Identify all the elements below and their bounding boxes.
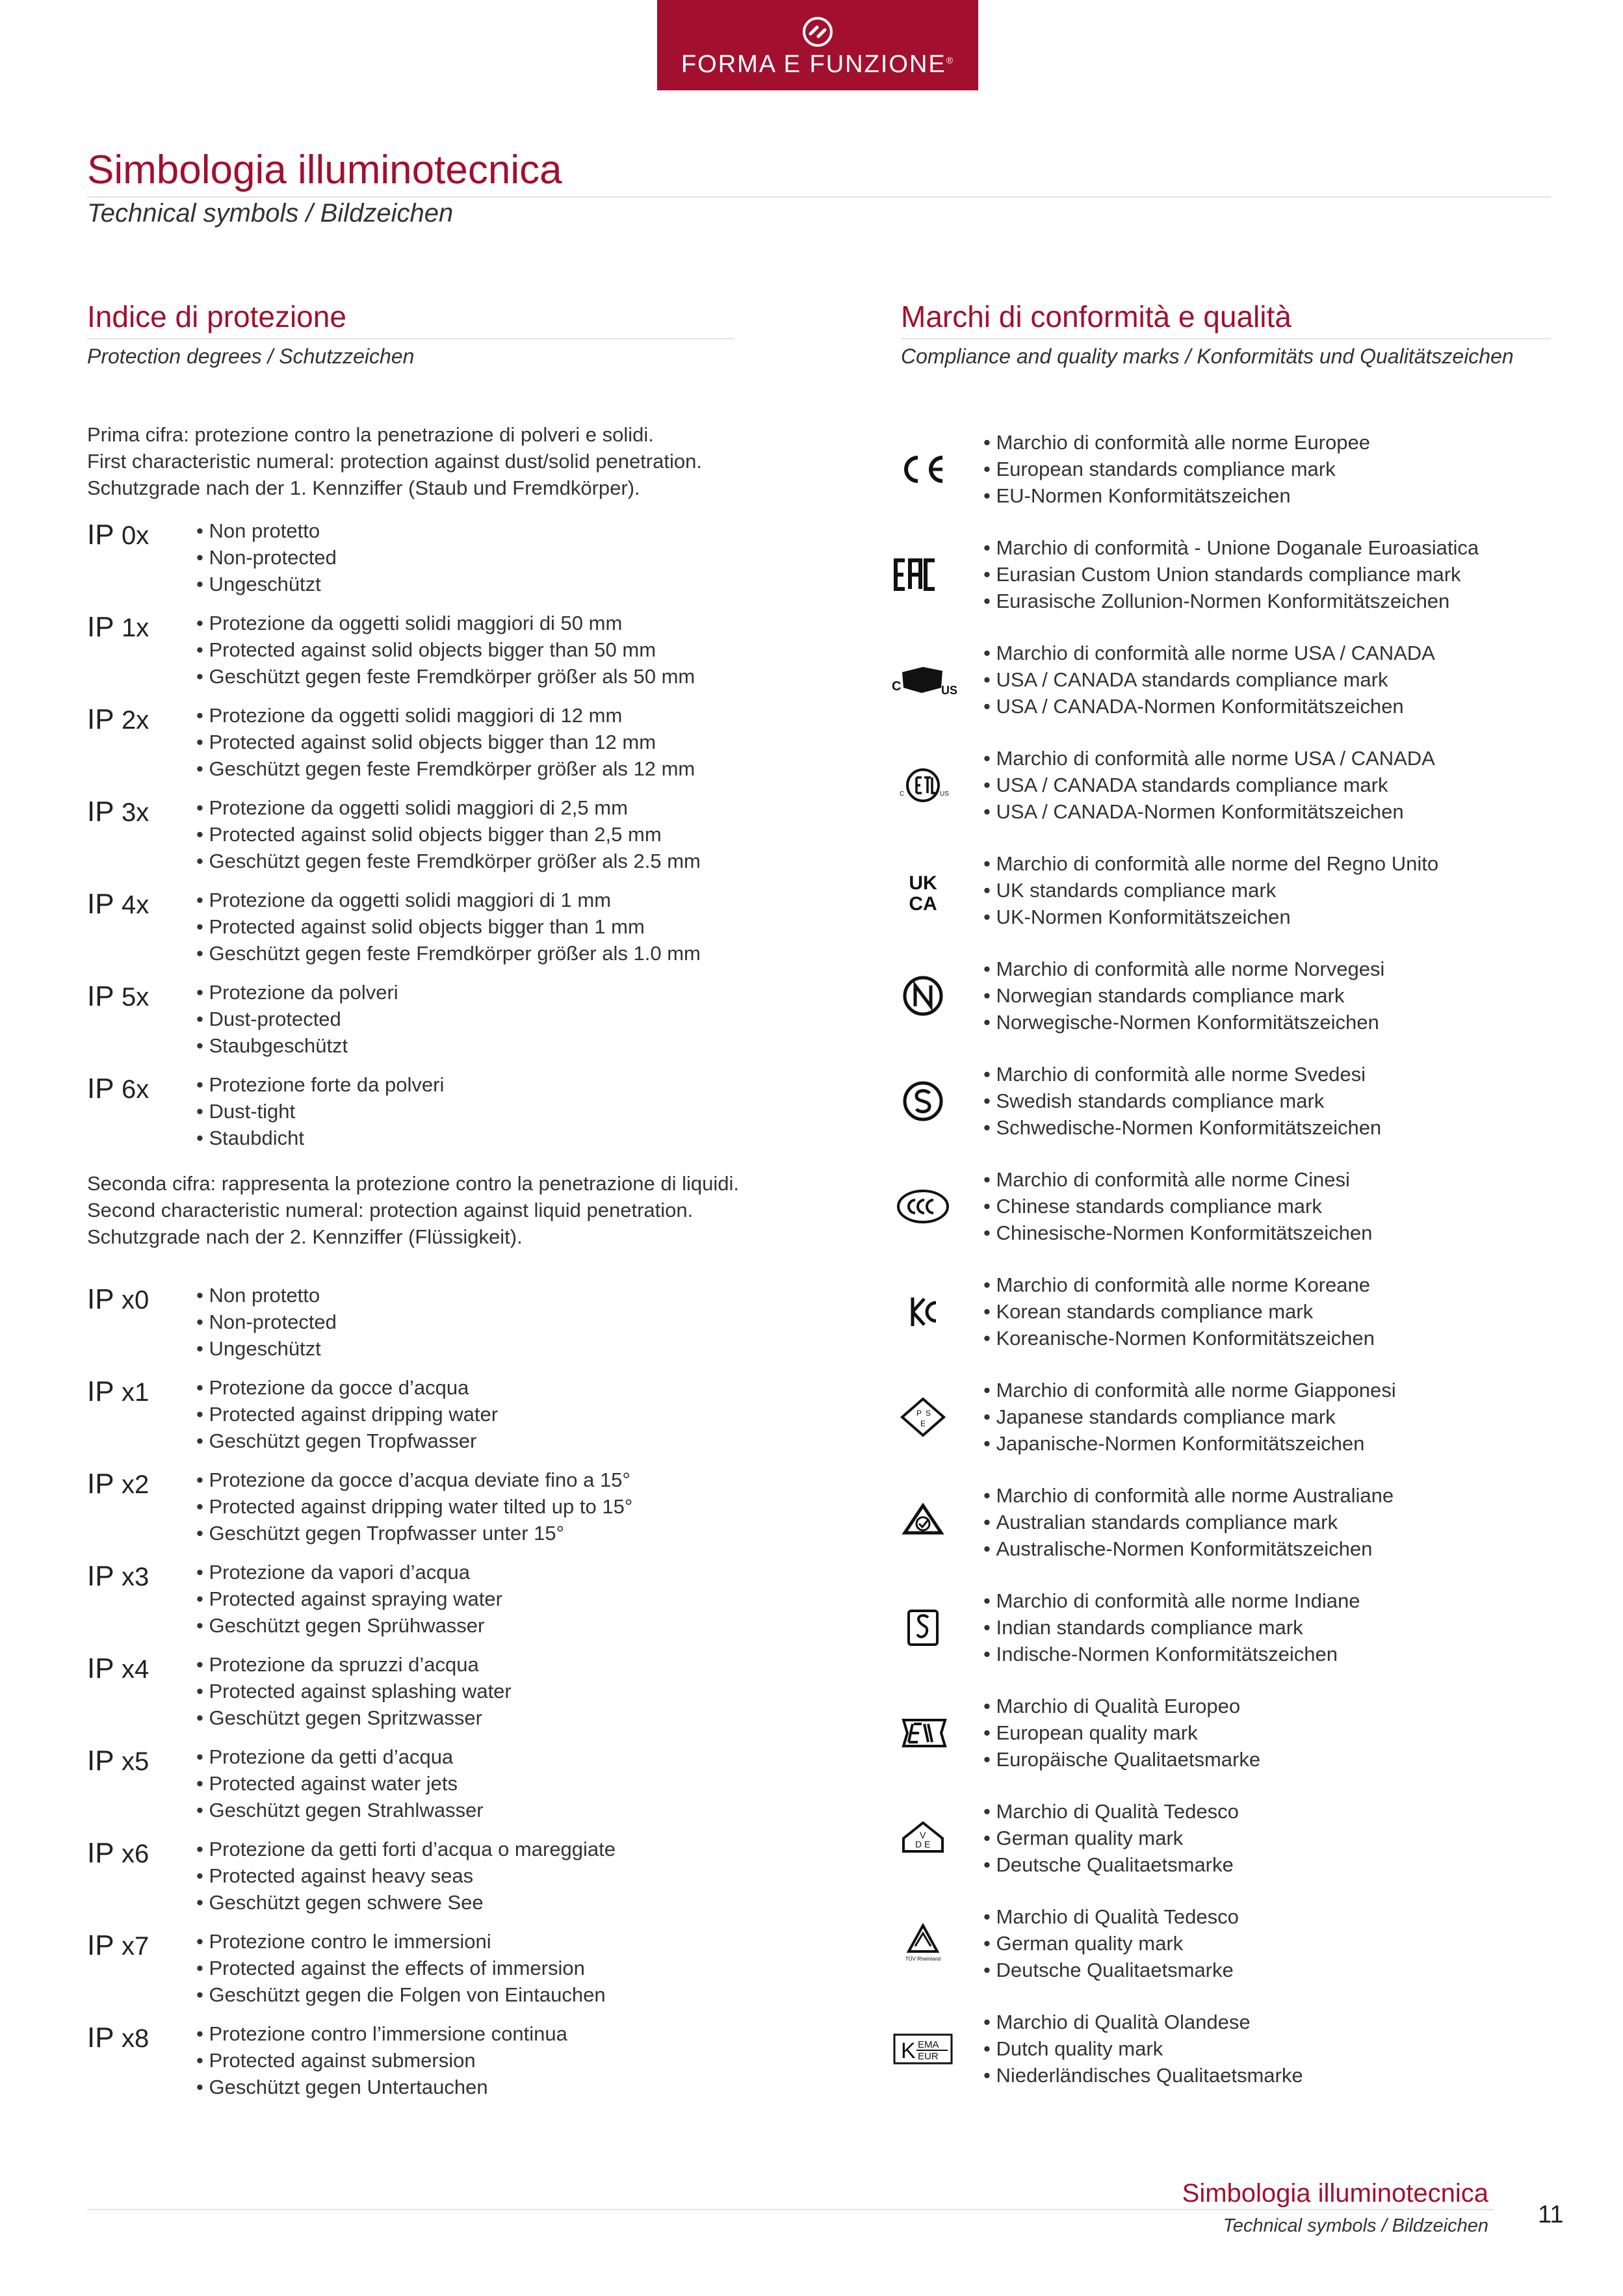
ccc-mark-icon bbox=[890, 1174, 955, 1239]
ip-first-row-1 bbox=[87, 610, 750, 698]
tuv-mark-icon bbox=[890, 1911, 955, 1976]
mark-row-eac bbox=[890, 534, 1566, 632]
protection-subtitle: Protection degrees / Schutzzeichen bbox=[87, 345, 415, 368]
ip-code: IP x4 bbox=[87, 1652, 149, 1684]
ip-second-row-5 bbox=[87, 1743, 750, 1831]
svg-text:E: E bbox=[920, 1419, 926, 1428]
footer-divider bbox=[87, 2209, 1494, 2210]
mark-description: • Marchio di Qualità Europeo • European quality mark • Europäische Qualitaetsmarke bbox=[983, 1693, 1260, 1773]
ip-first-row-2 bbox=[87, 702, 750, 790]
kema-mark-icon bbox=[890, 2016, 955, 2081]
ip-second-row-3 bbox=[87, 1559, 750, 1647]
mark-row-ul bbox=[890, 640, 1566, 737]
page-subtitle: Technical symbols / Bildzeichen bbox=[87, 199, 454, 228]
ip-code: IP x5 bbox=[87, 1745, 149, 1777]
ip-description: • Protezione da polveri • Dust-protected • Staubgeschützt bbox=[196, 979, 398, 1059]
mark-description: • Marchio di conformità - Unione Doganale Euroasiatica • Eurasian Custom Union standards compliance mark • Eurasische Zollunion-Normen Konformitätszeichen bbox=[983, 534, 1479, 614]
pse-mark-icon bbox=[890, 1385, 955, 1450]
title-divider bbox=[87, 196, 1551, 198]
ip-code: IP 2x bbox=[87, 703, 149, 735]
mark-row-etl bbox=[890, 745, 1566, 842]
svg-text:S: S bbox=[926, 1409, 931, 1418]
ip-code: IP 0x bbox=[87, 519, 149, 551]
mark-description: • Marchio di conformità alle norme Australiane • Australian standards compliance mark • Australische-Normen Konformitätszeichen bbox=[983, 1482, 1394, 1562]
ip-description: • Protezione contro le immersioni • Protected against the effects of immersion • Geschützt gegen die Folgen von Eintauchen bbox=[196, 1928, 606, 2008]
ip-code: IP 1x bbox=[87, 611, 149, 643]
ip-second-row-7 bbox=[87, 1928, 750, 2016]
ip-first-row-3 bbox=[87, 794, 750, 882]
svg-text:US: US bbox=[940, 790, 949, 798]
svg-text:D: D bbox=[915, 1839, 922, 1849]
ip-code: IP x7 bbox=[87, 1929, 149, 1961]
mark-row-nemko bbox=[890, 956, 1566, 1053]
ip-description: • Protezione contro l’immersione continua • Protected against submersion • Geschützt gegen Untertauchen bbox=[196, 2020, 567, 2100]
ip-description: • Protezione da oggetti solidi maggiori di 50 mm • Protected against solid objects bigger than 50 mm • Geschützt gegen feste Fremdkörper größer als 50 mm bbox=[196, 610, 695, 690]
ip-code: IP x0 bbox=[87, 1283, 149, 1315]
ip-description: • Protezione da getti forti d’acqua o mareggiate • Protected against heavy seas • Geschützt gegen schwere See bbox=[196, 1836, 616, 1916]
ip-description: • Protezione da oggetti solidi maggiori di 2,5 mm • Protected against solid objects bigger than 2,5 mm • Geschützt gegen feste Fremdkörper größer als 2.5 mm bbox=[196, 794, 701, 874]
mark-row-rcm bbox=[890, 1482, 1566, 1580]
compliance-divider bbox=[901, 338, 1551, 339]
mark-description: • Marchio di conformità alle norme Koreane • Korean standards compliance mark • Koreanische-Normen Konformitätszeichen bbox=[983, 1272, 1375, 1351]
svg-text:CA: CA bbox=[909, 893, 937, 915]
mark-row-ce bbox=[890, 429, 1566, 527]
bis-mark-icon bbox=[890, 1595, 955, 1660]
mark-row-ukca bbox=[890, 850, 1566, 948]
vde-mark-icon bbox=[890, 1806, 955, 1871]
first-numeral-intro: Prima cifra: protezione contro la penetrazione di polveri e solidi. First characteristic numeral: protection against dust/solid penetration. Schutzgrade nach der 1. Kennziffer (Staub und Fremdkörper). bbox=[87, 423, 702, 499]
svg-text:C: C bbox=[900, 790, 905, 798]
ip-code: IP x3 bbox=[87, 1560, 149, 1592]
ce-mark-icon bbox=[890, 437, 955, 502]
second-numeral-intro: Seconda cifra: rappresenta la protezione contro la penetrazione di liquidi. Second characteristic numeral: protection against liquid penetration. Schutzgrade nach der 2. Kennziffer (Flüssigkeit). bbox=[87, 1172, 739, 1248]
ip-second-row-4 bbox=[87, 1651, 750, 1739]
mark-row-semko bbox=[890, 1061, 1566, 1158]
eac-mark-icon bbox=[890, 542, 955, 607]
ip-second-row-6 bbox=[87, 1836, 750, 1924]
mark-row-ccc bbox=[890, 1166, 1566, 1264]
ip-code: IP 3x bbox=[87, 796, 149, 828]
mark-description: • Marchio di conformità alle norme Indiane • Indian standards compliance mark • Indische-Normen Konformitätszeichen bbox=[983, 1587, 1360, 1667]
mark-description: • Marchio di conformità alle norme Norvegesi • Norwegian standards compliance mark • Norwegische-Normen Konformitätszeichen bbox=[983, 956, 1384, 1036]
compliance-subtitle: Compliance and quality marks / Konformitäts und Qualitätszeichen bbox=[901, 345, 1514, 368]
svg-text:US: US bbox=[941, 684, 958, 697]
ip-description: • Non protetto • Non-protected • Ungeschützt bbox=[196, 517, 337, 597]
brand-name: FORMA E FUNZIONE® bbox=[681, 51, 955, 78]
mark-row-bis bbox=[890, 1587, 1566, 1685]
svg-text:E: E bbox=[924, 1839, 931, 1849]
ip-first-row-5 bbox=[87, 979, 750, 1067]
svg-text:K: K bbox=[901, 2039, 916, 2063]
brand-logo bbox=[657, 0, 978, 90]
mark-description: • Marchio di conformità alle norme Giapponesi • Japanese standards compliance mark • Japanische-Normen Konformitätszeichen bbox=[983, 1377, 1396, 1457]
ip-second-row-0 bbox=[87, 1282, 750, 1370]
mark-row-enec bbox=[890, 1693, 1566, 1790]
footer-title: Simbologia illuminotecnica bbox=[1182, 2179, 1488, 2208]
semko-mark-icon bbox=[890, 1069, 955, 1134]
ip-code: IP x6 bbox=[87, 1837, 149, 1869]
ip-description: • Non protetto • Non-protected • Ungeschützt bbox=[196, 1282, 337, 1362]
brand-logo-icon bbox=[801, 16, 834, 48]
mark-description: • Marchio di conformità alle norme USA / CANADA • USA / CANADA standards compliance mark • USA / CANADA-Normen Konformitätszeichen bbox=[983, 640, 1435, 720]
ukca-mark-icon bbox=[890, 858, 955, 923]
nemko-mark-icon bbox=[890, 963, 955, 1028]
svg-text:EUR: EUR bbox=[918, 2051, 939, 2062]
svg-text:C: C bbox=[892, 679, 902, 694]
compliance-title: Marchi di conformità e qualità bbox=[901, 300, 1292, 333]
page-number: 11 bbox=[1538, 2201, 1564, 2228]
ip-code: IP x8 bbox=[87, 2022, 149, 2054]
ip-first-row-4 bbox=[87, 887, 750, 974]
ip-code: IP 6x bbox=[87, 1073, 149, 1104]
mark-description: • Marchio di conformità alle norme USA / CANADA • USA / CANADA standards compliance mark • USA / CANADA-Normen Konformitätszeichen bbox=[983, 745, 1435, 825]
svg-text:EMA: EMA bbox=[918, 2039, 939, 2050]
protection-divider bbox=[87, 338, 734, 339]
svg-text:UK: UK bbox=[909, 872, 937, 894]
footer-subtitle: Technical symbols / Bildzeichen bbox=[1223, 2215, 1488, 2236]
ip-description: • Protezione da gocce d’acqua deviate fino a 15° • Protected against dripping water tilted up to 15° • Geschützt gegen Tropfwasser unter 15° bbox=[196, 1467, 632, 1546]
ip-second-row-2 bbox=[87, 1467, 750, 1554]
protection-title: Indice di protezione bbox=[87, 300, 346, 333]
ip-description: • Protezione forte da polveri • Dust-tight • Staubdicht bbox=[196, 1071, 444, 1151]
kc-mark-icon bbox=[890, 1279, 955, 1344]
ip-code: IP x2 bbox=[87, 1468, 149, 1500]
mark-row-kema bbox=[890, 2009, 1566, 2106]
ip-description: • Protezione da getti d’acqua • Protected against water jets • Geschützt gegen Strahlwasser bbox=[196, 1743, 484, 1823]
mark-row-pse bbox=[890, 1377, 1566, 1474]
mark-description: • Marchio di conformità alle norme Europee • European standards compliance mark • EU-Normen Konformitätszeichen bbox=[983, 429, 1370, 509]
ip-description: • Protezione da spruzzi d’acqua • Protected against splashing water • Geschützt gegen Spritzwasser bbox=[196, 1651, 512, 1731]
ip-second-row-8 bbox=[87, 2020, 750, 2108]
mark-row-kc bbox=[890, 1272, 1566, 1369]
etl-mark-icon bbox=[890, 753, 955, 818]
ip-code: IP x1 bbox=[87, 1376, 149, 1407]
enec-mark-icon bbox=[890, 1701, 955, 1766]
ip-description: • Protezione da oggetti solidi maggiori di 1 mm • Protected against solid objects bigger than 1 mm • Geschützt gegen feste Fremdkörper größer als 1.0 mm bbox=[196, 887, 701, 967]
mark-description: • Marchio di Qualità Tedesco • German quality mark • Deutsche Qualitaetsmarke bbox=[983, 1903, 1239, 1983]
ul-mark-icon bbox=[890, 647, 958, 712]
mark-description: • Marchio di Qualità Olandese • Dutch quality mark • Niederländisches Qualitaetsmarke bbox=[983, 2009, 1303, 2089]
mark-description: • Marchio di Qualità Tedesco • German quality mark • Deutsche Qualitaetsmarke bbox=[983, 1798, 1239, 1878]
ip-first-row-6 bbox=[87, 1071, 750, 1159]
ip-second-row-1 bbox=[87, 1374, 750, 1462]
ip-code: IP 5x bbox=[87, 980, 149, 1012]
mark-description: • Marchio di conformità alle norme Cinesi • Chinese standards compliance mark • Chinesische-Normen Konformitätszeichen bbox=[983, 1166, 1372, 1246]
svg-text:P: P bbox=[916, 1409, 922, 1418]
svg-text:V: V bbox=[920, 1830, 926, 1840]
ip-code: IP 4x bbox=[87, 888, 149, 920]
mark-row-vde bbox=[890, 1798, 1566, 1896]
mark-description: • Marchio di conformità alle norme Svedesi • Swedish standards compliance mark • Schwedische-Normen Konformitätszeichen bbox=[983, 1061, 1381, 1141]
rcm-mark-icon bbox=[890, 1490, 955, 1555]
svg-text:TÜV Rheinland: TÜV Rheinland bbox=[905, 1956, 941, 1962]
ip-description: • Protezione da oggetti solidi maggiori di 12 mm • Protected against solid objects bigger than 12 mm • Geschützt gegen feste Fremdkörper größer als 12 mm bbox=[196, 702, 695, 782]
page-title: Simbologia illuminotecnica bbox=[87, 148, 562, 192]
ip-description: • Protezione da gocce d’acqua • Protected against dripping water • Geschützt gegen Tropfwasser bbox=[196, 1374, 498, 1454]
ip-description: • Protezione da vapori d’acqua • Protected against spraying water • Geschützt gegen Sprühwasser bbox=[196, 1559, 502, 1639]
mark-row-tuv bbox=[890, 1903, 1566, 2001]
ip-first-row-0 bbox=[87, 517, 750, 605]
mark-description: • Marchio di conformità alle norme del Regno Unito • UK standards compliance mark • UK-Normen Konformitätszeichen bbox=[983, 850, 1438, 930]
